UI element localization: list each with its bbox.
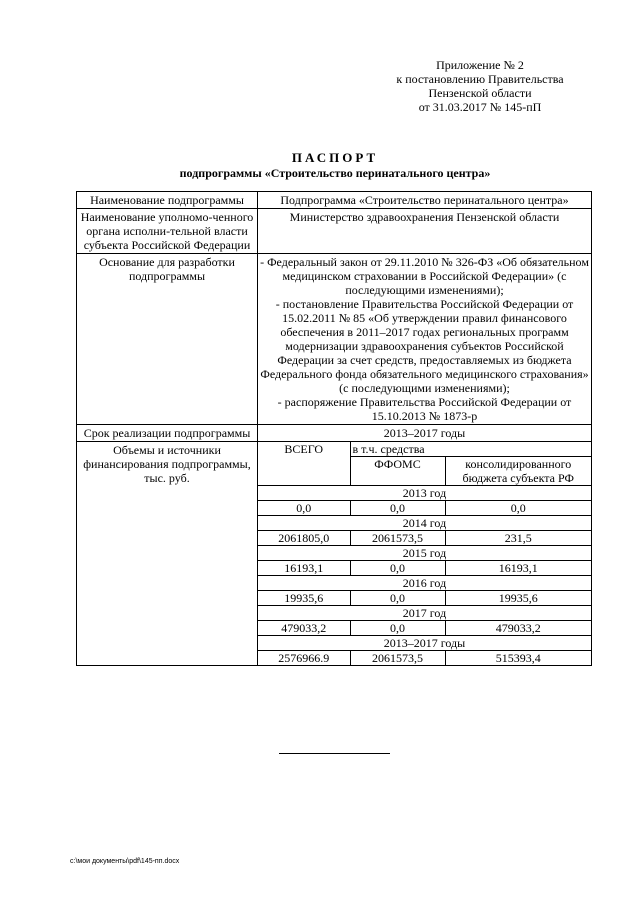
term-label: Срок реализации подпрограммы [77,425,258,442]
appendix-line-4: от 31.03.2017 № 145-пП [418,100,542,114]
title-subprogram: подпрограммы «Строительство перинатального центра» [179,166,491,180]
basis-item-3: - распоряжение Правительства Российской Федерации от 15.10.2013 № 1873-р [277,395,572,423]
finance-header-including: в т.ч. средства [350,442,591,457]
period-values-row [258,531,591,546]
row-finance [77,442,592,666]
row-name [77,192,592,209]
finance-header-total: ВСЕГО [258,442,350,486]
period-ffoms: 0,0 [350,591,445,606]
period-ffoms: 2061573,5 [350,531,445,546]
period-values-row [258,561,591,576]
period-label: 2013 год [258,486,591,501]
finance-header-row-1 [258,442,591,457]
period-budget: 231,5 [445,531,591,546]
basis-value [258,254,592,425]
period-ffoms: 0,0 [350,621,445,636]
period-total: 19935,6 [258,591,350,606]
period-label-row [258,636,591,651]
basis-item-1: - Федеральный закон от 29.11.2010 № 326-ФЗ «Об обязательном медицинском страховании в Российской Федерации» (с последующими изменениями); [260,255,589,297]
term-value: 2013–2017 годы [258,425,592,442]
finance-header-budget: консолидированного бюджета субъекта РФ [445,457,591,486]
period-budget: 19935,6 [445,591,591,606]
period-budget: 515393,4 [445,651,591,666]
row-term [77,425,592,442]
period-label: 2017 год [258,606,591,621]
row-basis [77,254,592,425]
period-label: 2013–2017 годы [258,636,591,651]
period-values-row [258,621,591,636]
name-value: Подпрограмма «Строительство перинатального центра» [258,192,592,209]
period-values-row [258,651,591,666]
period-label-row [258,606,591,621]
period-values-row [258,501,591,516]
passport-table [76,191,592,666]
closing-line-divider [279,753,390,754]
appendix-line-1: Приложение № 2 [436,58,524,72]
period-budget: 16193,1 [445,561,591,576]
title-passport: ПАСПОРТ [291,150,379,165]
footer-file-path: c:\мои документы\pdf\145-пп.docx [70,858,180,865]
finance-table [258,442,591,665]
document-title [0,150,640,180]
authority-value: Министерство здравоохранения Пензенской области [258,209,592,254]
period-ffoms: 0,0 [350,501,445,516]
period-budget: 479033,2 [445,621,591,636]
period-total: 2576966.9 [258,651,350,666]
period-label-row [258,576,591,591]
period-budget: 0,0 [445,501,591,516]
period-label-row [258,546,591,561]
authority-label: Наименование уполномо-ченного органа исполни-тельной власти субъекта Российской Федерации [77,209,258,254]
period-label: 2016 год [258,576,591,591]
period-values-row [258,591,591,606]
finance-label: Объемы и источники финансирования подпрограммы, тыс. руб. [77,442,258,666]
period-label: 2014 год [258,516,591,531]
name-label: Наименование подпрограммы [77,192,258,209]
appendix-line-3: Пензенской области [428,86,532,100]
period-total: 479033,2 [258,621,350,636]
period-label-row [258,486,591,501]
basis-label: Основание для разработки подпрограммы [77,254,258,425]
finance-cell [258,442,592,666]
basis-item-2: - постановление Правительства Российской Федерации от 15.02.2011 № 85 «Об утверждении правил финансового обеспечения в 2011–2017 годах региональных программ модернизации здравоохранения субъектов Российской Федерации за счет средств, предоставляемых из бюджета Федерального фонда обязательного медицинского страхования» (с последующими изменениями); [260,297,589,395]
period-total: 2061805,0 [258,531,350,546]
period-ffoms: 0,0 [350,561,445,576]
period-total: 0,0 [258,501,350,516]
row-authority [77,209,592,254]
period-ffoms: 2061573,5 [350,651,445,666]
period-label: 2015 год [258,546,591,561]
period-total: 16193,1 [258,561,350,576]
finance-header-ffoms: ФФОМС [350,457,445,486]
appendix-block [380,58,580,114]
period-label-row [258,516,591,531]
appendix-line-2: к постановлению Правительства [396,72,564,86]
